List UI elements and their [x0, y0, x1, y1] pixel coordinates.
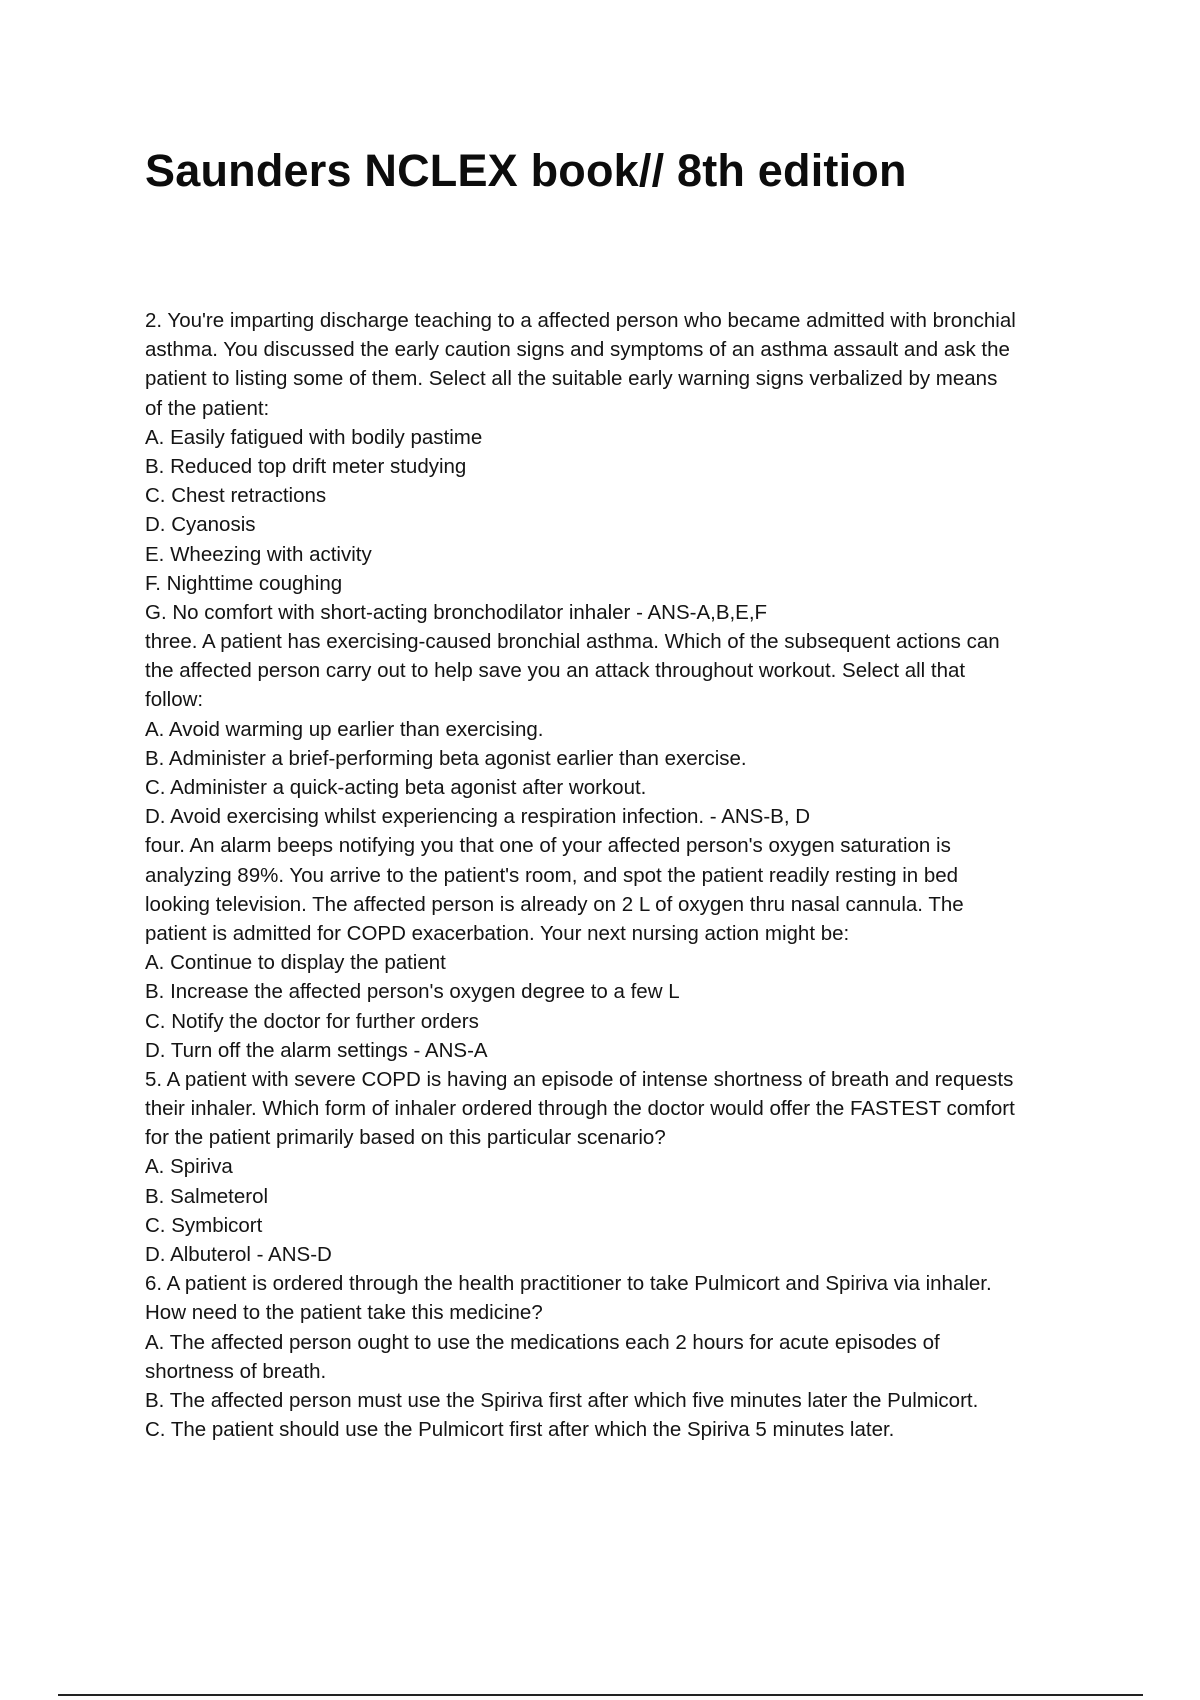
text-line: D. Albuterol - ANS-D [145, 1243, 332, 1266]
text-line: asthma. You discussed the early caution signs and symptoms of an asthma assault and ask the [145, 338, 1010, 362]
text-line: their inhaler. Which form of inhaler ordered through the doctor would offer the FASTEST comfort [145, 1097, 1015, 1121]
text-line: patient to listing some of them. Select all the suitable early warning signs verbalized by means [145, 367, 998, 391]
text-line: C. Symbicort [145, 1213, 263, 1237]
text-line: D. Turn off the alarm settings - ANS-A [145, 1038, 488, 1062]
text-line: four. An alarm beeps notifying you that one of your affected person's oxygen saturation is [145, 834, 951, 858]
text-line: B. Increase the affected person's oxygen degree to a few L [145, 980, 680, 1004]
text-line: C. The patient should use the Pulmicort first after which the Spiriva 5 minutes later. [145, 1418, 895, 1442]
text-line: the affected person carry out to help save you an attack throughout workout. Select all that [145, 659, 966, 683]
page-title: Saunders NCLEX book// 8th edition [145, 145, 907, 196]
text-line: C. Notify the doctor for further orders [145, 1009, 479, 1033]
text-line: A. Avoid warming up earlier than exercising. [145, 717, 544, 741]
text-line: D. Cyanosis [145, 513, 256, 537]
text-line: analyzing 89%. You arrive to the patient's room, and spot the patient readily resting in bed [145, 863, 959, 887]
text-line: C. Chest retractions [145, 484, 327, 508]
text-line: of the patient: [145, 396, 270, 420]
document-body [145, 306, 1095, 1444]
text-line: looking television. The affected person is already on 2 L of oxygen thru nasal cannula. The [145, 892, 964, 916]
text-line: C. Administer a quick-acting beta agonist after workout. [145, 776, 647, 799]
text-line: E. Wheezing with activity [145, 542, 372, 566]
text-line: follow: [145, 688, 204, 712]
text-line: for the patient primarily based on this particular scenario? [145, 1126, 666, 1150]
text-line: B. Reduced top drift meter studying [145, 454, 467, 478]
text-line: A. Continue to display the patient [145, 951, 446, 975]
text-line: D. Avoid exercising whilst experiencing a respiration infection. - ANS-B, D [145, 805, 811, 829]
text-line: 2. You're imparting discharge teaching to a affected person who became admitted with bronchial [145, 309, 1016, 332]
text-line: 5. A patient with severe COPD is having an episode of intense shortness of breath and requests [145, 1067, 1014, 1091]
text-line: three. A patient has exercising-caused bronchial asthma. Which of the subsequent actions can [145, 630, 1000, 654]
text-line: F. Nighttime coughing [145, 571, 343, 595]
text-line: B. Administer a brief-performing beta agonist earlier than exercise. [145, 746, 747, 770]
footer-divider [58, 1694, 1143, 1696]
text-line: B. Salmeterol [145, 1184, 269, 1208]
text-line: How need to the patient take this medicine? [145, 1301, 543, 1325]
text-line: B. The affected person must use the Spiriva first after which five minutes later the Pulmicort. [145, 1388, 979, 1412]
text-line: shortness of breath. [145, 1359, 327, 1383]
text-line: G. No comfort with short-acting bronchodilator inhaler - ANS-A,B,E,F [145, 600, 768, 624]
text-line: patient is admitted for COPD exacerbation. Your next nursing action might be: [145, 921, 850, 945]
text-line: A. Spiriva [145, 1155, 233, 1179]
text-line: A. Easily fatigued with bodily pastime [145, 425, 483, 449]
text-line: A. The affected person ought to use the medications each 2 hours for acute episodes of [145, 1330, 940, 1354]
text-line: 6. A patient is ordered through the health practitioner to take Pulmicort and Spiriva via inhaler. [145, 1272, 992, 1296]
